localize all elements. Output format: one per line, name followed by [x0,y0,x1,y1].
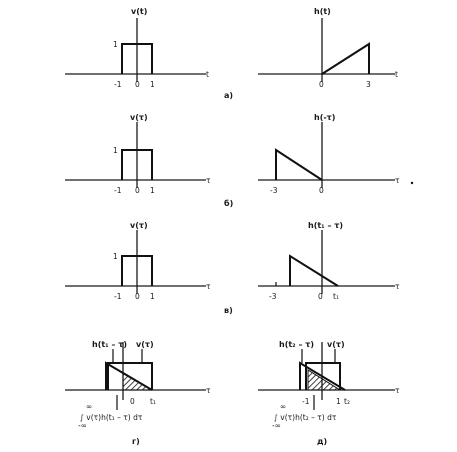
panel-e [258,340,400,446]
integral-lower-limit: -∞ [78,421,87,430]
panel-caption: д) [317,437,328,446]
panel-c-left [65,221,211,301]
tick-label: 0 [318,292,323,301]
level-one-label: 1 [113,252,118,261]
h-label: h(t₂ – τ) [279,340,315,349]
ylabel: h(-τ) [314,113,336,122]
tick-label: 0 [135,292,140,301]
panel-c-right [258,221,400,301]
panel-a-left [65,7,209,89]
integral-expression: ∫ v(τ)h(t₂ – τ) dτ [274,413,337,422]
panel-caption: г) [132,437,140,446]
tick-label: -1 [114,292,122,301]
v-label: v(τ) [327,340,345,349]
tick-label: 0 [135,80,140,89]
level-one-label: 1 [113,146,118,155]
xvar-label: t [395,70,398,79]
integral-lower-limit: -∞ [272,421,281,430]
tick-label: 0 [130,397,135,406]
triangle-response [322,44,369,74]
tick-label: 1 [150,80,155,89]
tick-label: -3 [270,186,278,195]
flipped-triangle [276,150,322,180]
level-one-label: 1 [113,40,118,49]
v-label: v(τ) [136,340,154,349]
tick-label: 1 [150,292,155,301]
tick-label: t₂ [344,397,350,406]
tick-label: 0 [319,186,324,195]
h-label: h(t₁ – τ) [92,340,128,349]
tick-label: 1 [150,186,155,195]
panel-caption: б) [224,199,234,208]
panel-d [65,340,211,446]
tick-label: 0 [319,80,324,89]
panel-caption: a) [224,91,234,100]
tick-label: t₁ [150,397,156,406]
integral-upper-limit: ∞ [86,402,93,411]
integral-upper-limit: ∞ [280,402,287,411]
ylabel: h(t₁ – τ) [308,221,344,230]
integral-expression: ∫ v(τ)h(t₁ – τ) dτ [80,413,143,422]
stray-dot [411,182,413,184]
xvar-label: t [206,70,209,79]
shifted-triangle [290,256,338,286]
panel-caption: в) [224,306,233,315]
panel-b-left [65,113,211,195]
tick-label: -1 [302,397,310,406]
tick-label: 1 [336,397,341,406]
xvar-label: τ [206,176,211,185]
xvar-label: τ [395,176,400,185]
tick-label: -1 [114,80,122,89]
tick-label: -1 [114,186,122,195]
overlap-hatch [308,370,340,390]
tick-label: 0 [135,186,140,195]
xvar-label: τ [206,386,211,395]
panel-b-right [258,113,400,195]
ylabel: v(t) [131,7,148,16]
xvar-label: τ [206,282,211,291]
tick-label: -3 [269,292,277,301]
tick-label: t₁ [333,292,339,301]
panel-a-right [258,7,398,89]
tick-label: 3 [366,80,371,89]
ylabel: h(t) [314,7,331,16]
ylabel: v(τ) [130,113,148,122]
xvar-label: τ [395,386,400,395]
ylabel: v(τ) [130,221,148,230]
xvar-label: τ [395,282,400,291]
